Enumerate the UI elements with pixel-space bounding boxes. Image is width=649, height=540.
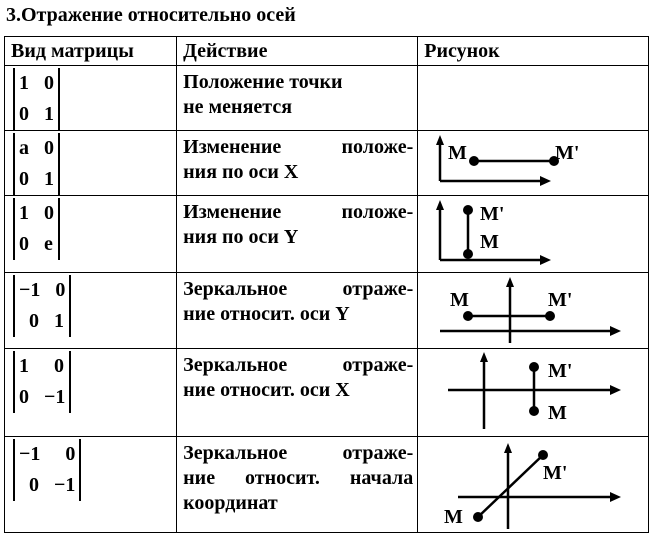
action-cell — [177, 196, 418, 273]
label-m: M — [480, 231, 500, 253]
x-arrow — [540, 255, 551, 265]
page-title: 3.Отражение относительно осей — [6, 4, 296, 26]
matrix-row: 1 0 — [19, 202, 54, 224]
table-row — [5, 131, 649, 196]
label-m-prime: M' — [555, 142, 580, 164]
figure-cell — [418, 131, 649, 196]
figure-reflect-origin — [418, 437, 642, 531]
segment — [478, 455, 543, 517]
y-arrow — [504, 443, 512, 453]
action-line: Зеркальное отраже- — [183, 278, 414, 300]
action-line: Зеркальное отраже- — [183, 354, 414, 376]
figure-reflect-x — [418, 349, 642, 435]
matrix-row: −1 0 — [19, 443, 76, 465]
point-m — [469, 156, 479, 166]
matrix-row: −1 0 — [19, 279, 66, 301]
table-row — [5, 349, 649, 437]
y-arrow — [506, 277, 514, 287]
table-row — [5, 437, 649, 533]
label-m-prime: M' — [480, 203, 505, 225]
action-line: координат — [183, 492, 278, 514]
action-line: Изменение положе- — [183, 136, 414, 158]
y-arrow — [480, 352, 488, 362]
label-m: M — [548, 402, 568, 424]
label-m: M — [448, 142, 468, 164]
figure-cell — [418, 437, 649, 533]
matrix-row: 0 e — [19, 233, 53, 255]
label-m-prime: M' — [548, 289, 573, 311]
table-row — [5, 196, 649, 273]
action-line: Зеркальное отраже- — [183, 442, 414, 464]
figure-cell — [418, 273, 649, 349]
matrix — [13, 68, 60, 130]
header-matrix: Вид матрицы — [5, 37, 177, 66]
matrix-cell — [5, 196, 177, 273]
label-m-prime: M' — [543, 462, 568, 484]
matrix-cell — [5, 273, 177, 349]
matrix-row: 0 1 — [19, 168, 54, 190]
matrix-row: 0 −1 — [19, 474, 76, 496]
header-figure: Рисунок — [418, 37, 649, 66]
figure-cell — [418, 196, 649, 273]
matrix-cell — [5, 131, 177, 196]
action-cell — [177, 437, 418, 533]
action-line: ния по оси X — [183, 161, 299, 183]
action-line: ние относит. оси Y — [183, 303, 350, 325]
x-arrow — [610, 326, 621, 336]
x-arrow — [610, 492, 621, 502]
point-m-prime — [529, 362, 539, 372]
point-m — [473, 512, 483, 522]
label-m-prime: M' — [548, 360, 573, 382]
point-m-prime — [545, 311, 555, 321]
x-arrow — [540, 176, 551, 186]
matrix-cell — [5, 349, 177, 437]
figure-y-scale — [418, 196, 642, 271]
y-arrow — [436, 200, 444, 210]
action-line: ния по оси Y — [183, 226, 299, 248]
table-header — [5, 37, 649, 66]
matrix-cell — [5, 437, 177, 533]
matrix-cell — [5, 66, 177, 131]
reflection-table — [4, 36, 649, 533]
point-m — [463, 311, 473, 321]
matrix-row: a 0 — [19, 137, 54, 159]
action-line: Изменение положе- — [183, 201, 414, 223]
matrix-row: 1 0 — [19, 72, 54, 94]
label-m: M — [444, 506, 464, 528]
figure-reflect-y — [418, 273, 642, 347]
y-arrow — [436, 135, 444, 145]
action-cell — [177, 66, 418, 131]
matrix-row: 0 1 — [19, 310, 64, 332]
action-line: не меняется — [183, 96, 293, 118]
header-action: Действие — [177, 37, 418, 66]
table-row — [5, 66, 649, 131]
matrix — [13, 133, 60, 195]
matrix-row: 1 0 — [19, 355, 64, 377]
action-line: ние относит. оси X — [183, 379, 350, 401]
point-m — [529, 406, 539, 416]
action-cell — [177, 131, 418, 196]
figure-cell — [418, 66, 649, 131]
point-m — [463, 249, 473, 259]
label-m: M — [450, 289, 470, 311]
matrix — [13, 439, 81, 501]
table-row — [5, 273, 649, 349]
action-line: ние относит. начала — [183, 467, 414, 489]
action-cell — [177, 349, 418, 437]
matrix-row: 0 −1 — [19, 386, 66, 408]
matrix-row: 0 1 — [19, 103, 54, 125]
matrix — [13, 275, 71, 337]
figure-cell — [418, 349, 649, 437]
x-arrow — [610, 385, 621, 395]
point-m-prime — [463, 205, 473, 215]
matrix — [13, 198, 60, 260]
figure-x-scale — [418, 131, 642, 194]
matrix — [13, 351, 71, 413]
point-m-prime — [538, 450, 548, 460]
action-line: Положение точки — [183, 71, 343, 93]
action-cell — [177, 273, 418, 349]
